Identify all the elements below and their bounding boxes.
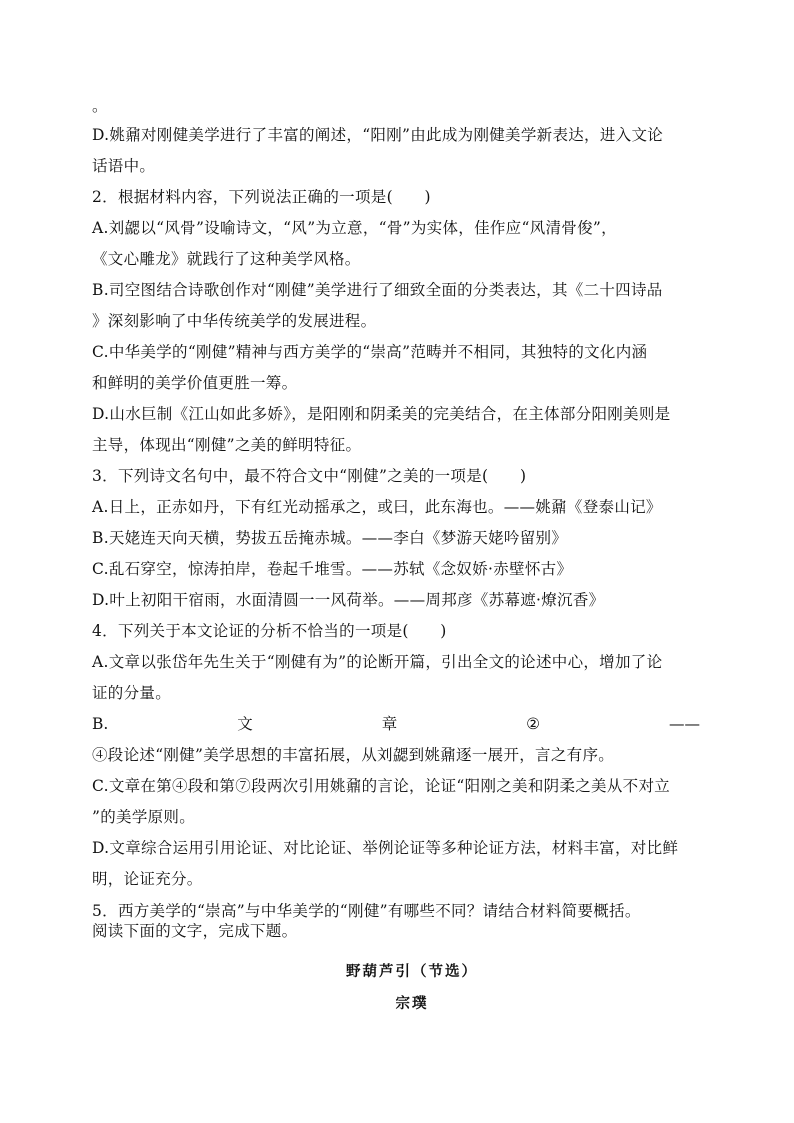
- option-a-line: A.日上，正赤如丹，下有红光动摇承之，或曰，此东海也。——姚鼐《登泰山记》: [92, 498, 662, 516]
- text-line: ”的美学原则。: [92, 808, 196, 826]
- option-c-line: C.中华美学的“刚健”精神与西方美学的“崇高”范畴并不相同，其独特的文化内涵: [92, 343, 648, 361]
- option-c-line: C.文章在第④段和第⑦段两次引用姚鼐的言论，论证“阳刚之美和阴柔之美从不对立: [92, 777, 671, 795]
- option-d-line: D.山水巨制《江山如此多娇》，是阳刚和阴柔美的完美结合，在主体部分阳刚美则是: [92, 405, 671, 423]
- spread-char: ——: [668, 715, 700, 733]
- article-title: 野葫芦引（节选）: [346, 963, 478, 980]
- spread-char: ②: [526, 715, 541, 733]
- option-a-line: A.刘勰以“风骨”设喻诗文，“风”为立意，“骨”为实体，佳作应“风清骨俊”，: [92, 219, 617, 237]
- option-b-label: B.: [92, 715, 109, 733]
- text-line: 证的分量。: [92, 684, 172, 702]
- spread-char: 章: [381, 715, 398, 733]
- text-line: 主导，体现出“刚健”之美的鲜明特征。: [92, 436, 362, 454]
- option-d-line: D.姚鼐对刚健美学进行了丰富的阐述，“阳刚”由此成为刚健美学新表达，进入文论: [92, 126, 664, 144]
- text-line: 话语中。: [92, 157, 156, 175]
- question-3: 3．下列诗文名句中，最不符合文中“刚健”之美的一项是( ): [92, 467, 527, 485]
- question-5: 5．西方美学的“崇高”与中华美学的“刚健”有哪些不同？请结合材料简要概括。: [92, 902, 641, 920]
- option-a-line: A.文章以张岱年先生关于“刚健有为”的论断开篇，引出全文的论述中心，增加了论: [92, 653, 663, 671]
- reading-instruction: 阅读下面的文字，完成下题。: [92, 922, 298, 940]
- option-b-line: B.司空图结合诗歌创作对“刚健”美学进行了细致全面的分类表达，其《二十四诗品: [92, 281, 663, 299]
- document-body: [92, 92, 700, 1015]
- text-line: ④段论述“刚健”美学思想的丰富拓展，从刘勰到姚鼐逐一展开，言之有序。: [92, 746, 615, 764]
- option-c-line: C.乱石穿空，惊涛拍岸，卷起千堆雪。——苏轼《念奴娇·赤壁怀古》: [92, 560, 573, 578]
- option-b-line: B.天姥连天向天横，势拔五岳掩赤城。——李白《梦游天姥吟留别》: [92, 529, 568, 547]
- text-line: 和鲜明的美学价值更胜一筹。: [92, 374, 298, 392]
- text-line: 》深刻影响了中华传统美学的发展进程。: [92, 312, 377, 330]
- question-4: 4．下列关于本文论证的分析不恰当的一项是( ): [92, 622, 447, 640]
- article-author: 宗璞: [395, 995, 429, 1012]
- option-b-spread-line: [92, 709, 700, 740]
- text-line: 《文心雕龙》就践行了这种美学风格。: [92, 250, 361, 268]
- option-d-line: D.文章综合运用引用论证、对比论证、举例论证等多种论证方法，材料丰富，对比鲜: [92, 839, 679, 857]
- question-2: 2．根据材料内容，下列说法正确的一项是( ): [92, 188, 431, 206]
- text-line: 明，论证充分。: [92, 870, 203, 888]
- spread-char: 文: [237, 715, 253, 733]
- text-line: 。: [92, 97, 108, 115]
- option-d-line: D.叶上初阳干宿雨，水面清圆一一风荷举。——周邦彦《苏幕遮·燎沉香》: [92, 591, 605, 609]
